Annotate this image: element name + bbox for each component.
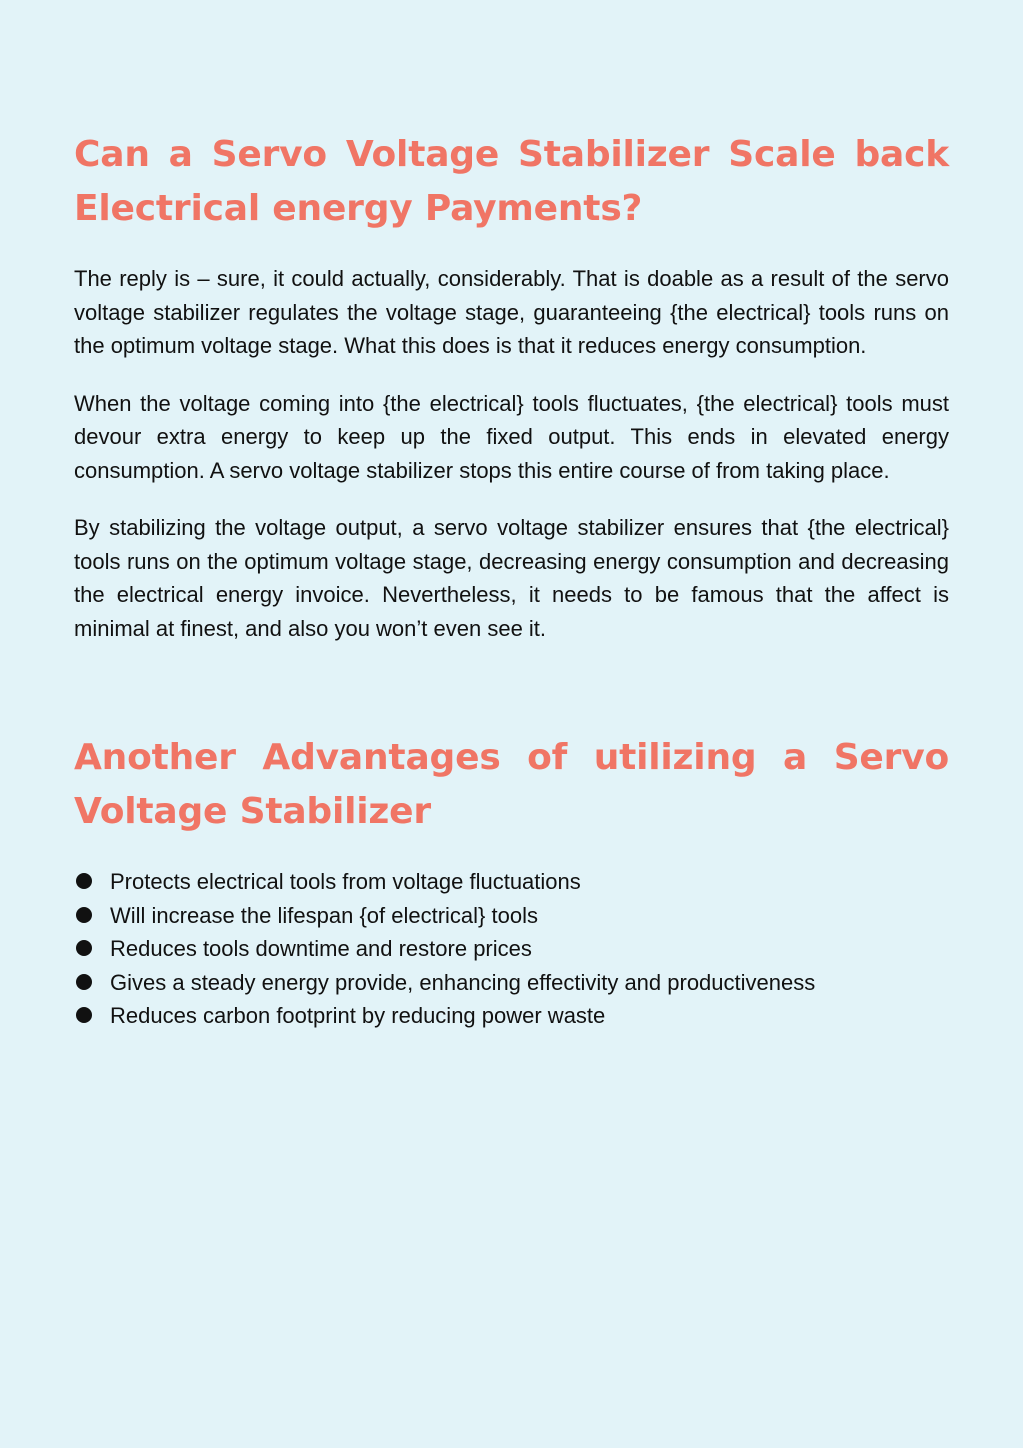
section-heading-advantages: Another Advantages of utilizing a Servo Voltage Stabilizer [74, 737, 949, 832]
list-item [74, 932, 949, 966]
list-item-text: Will increase the lifespan {of electrical} tools [110, 902, 538, 928]
bullet-icon [76, 974, 92, 990]
list-item [74, 899, 949, 933]
paragraph: The reply is – sure, it could actually, considerably. That is doable as a result of the servo voltage stabilizer regulates the voltage stage, guaranteeing {the electrical} tools runs on the optimum voltage stage. What this does is that it reduces energy consumption. [74, 266, 949, 358]
paragraph: By stabilizing the voltage output, a servo voltage stabilizer ensures that {the electrical} tools runs on the optimum voltage stage, decreasing energy consumption and decreasing the electrical energy invoice. Nevertheless, it needs to be famous that the affect is minimal at finest, and also you won’t even see it. [74, 515, 949, 641]
advantages-list [74, 865, 949, 1033]
list-item [74, 966, 949, 1000]
list-item-text: Reduces carbon footprint by reducing power waste [110, 1003, 606, 1028]
list-item-text: Gives a steady energy provide, enhancing effectivity and productiveness [110, 969, 816, 995]
paragraph: When the voltage coming into {the electrical} tools fluctuates, {the electrical} tools must devour extra energy to keep up the fixed output. This ends in elevated energy consumption. A servo voltage stabilizer stops this entire course of from taking place. [74, 390, 949, 483]
list-item [74, 865, 949, 899]
bullet-icon [76, 940, 92, 956]
list-item [74, 999, 949, 1033]
section-heading-servo-bills: Can a Servo Voltage Stabilizer Scale back Electrical energy Payments? [74, 134, 949, 229]
list-item-text: Protects electrical tools from voltage fluctuations [110, 869, 581, 894]
list-item-text: Reduces tools downtime and restore prices [110, 936, 532, 961]
bullet-icon [76, 907, 92, 923]
bullet-icon [76, 873, 92, 889]
bullet-icon [76, 1007, 92, 1023]
